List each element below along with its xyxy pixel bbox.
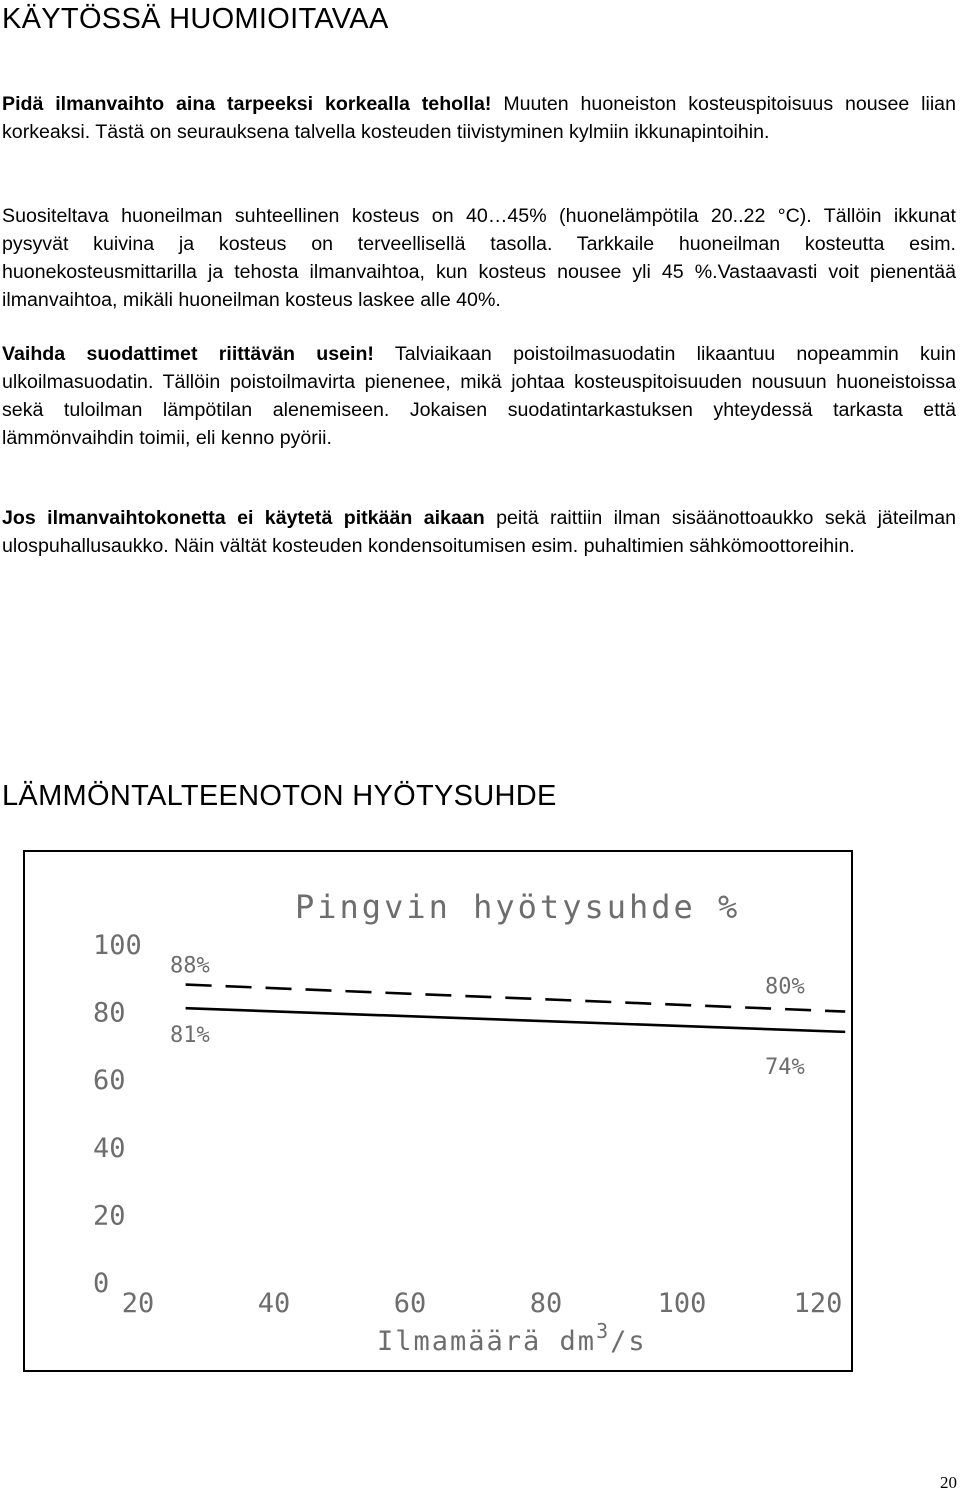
y-tick-label: 60 [93, 1065, 126, 1097]
paragraph-humidity [2, 202, 956, 314]
chart-title: Pingvin hyötysuhde % [295, 888, 741, 926]
paragraph-ventilation [2, 90, 956, 146]
x-tick-label: 40 [257, 1288, 291, 1319]
efficiency-chart [23, 850, 853, 1372]
series-end-label: 80% [765, 974, 805, 1000]
bold-text-run: Pidä ilmanvaihto aina tarpeeksi korkealla teholla! [2, 93, 492, 115]
dashed-efficiency-line [186, 985, 846, 1012]
text-run: peitä raittiin ilman sisäänottoaukko sekä jäteilman ulospuhallusaukko. Näin vältät kosteuden kondensoitumisen esim. puhaltimien sähkömoottoreihin. [2, 507, 956, 557]
section-title-usage-notes: KÄYTÖSSÄ HUOMIOITAVAA [2, 3, 389, 35]
series-start-label: 81% [170, 1023, 210, 1049]
series-end-label: 74% [765, 1054, 805, 1080]
text-run: Suositeltava huoneilman suhteellinen kosteus on 40…45% (huonelämpötila 20..22 °C). Tällöin ikkunat pysyvät kuivina ja kosteus on terveellisellä tasolla. Tarkkaile huoneilman kosteutta esim. huonekosteusmittarilla ja tehosta ilmanvaihtoa, kun kosteus nousee yli 45 %.Vastaavasti voit pienentää ilmanvaihtoa, mikäli huoneilman kosteus laskee alle 40%. [2, 205, 956, 311]
y-tick-label: 20 [93, 1200, 126, 1232]
x-axis-label: Ilmamäärä $dm^3/s$ [377, 1319, 647, 1357]
x-tick-label: 20 [121, 1288, 155, 1319]
y-tick-label: 80 [93, 997, 126, 1029]
bold-text-run: Vaihda suodattimet riittävän usein! [2, 343, 374, 365]
series-start-label: 88% [170, 953, 210, 979]
x-tick-label: 60 [393, 1288, 427, 1319]
efficiency-chart-svg [25, 852, 855, 1374]
section-title-heat-recovery: LÄMMÖNTALTEENOTON HYÖTYSUHDE [2, 780, 557, 812]
x-tick-label: 120 [793, 1288, 843, 1319]
bold-text-run: Jos ilmanvaihtokonetta ei käytetä pitkään aikaan [2, 507, 485, 529]
y-tick-label: 100 [93, 930, 142, 961]
paragraph-long-storage [2, 504, 956, 560]
text-run: Muuten huoneiston kosteuspitoisuus nousee liian korkeaksi. Tästä on seurauksena talvella kosteuden tiivistyminen kylmiin ikkunapintoihin. [2, 93, 956, 143]
x-tick-label: 80 [529, 1288, 563, 1319]
paragraph-filters [2, 340, 956, 452]
solid-efficiency-line [186, 1008, 846, 1032]
text-run: Talviaikaan poistoilmasuodatin likaantuu nopeammin kuin ulkoilmasuodatin. Tällöin poistoilmavirta pienenee, mikä johtaa kosteuspitoisuuden nousuun huoneistoissa sekä tuloilman lämpötilan alenemiseen. Jokaisen suodatintarkastuksen yhteydessä tarkasta että lämmönvaihdin toimii, eli kenno pyörii. [2, 343, 956, 449]
page-number: 20 [940, 1473, 957, 1492]
y-tick-label: 0 [93, 1268, 110, 1299]
x-tick-label: 100 [657, 1288, 707, 1319]
y-tick-label: 40 [93, 1132, 126, 1164]
